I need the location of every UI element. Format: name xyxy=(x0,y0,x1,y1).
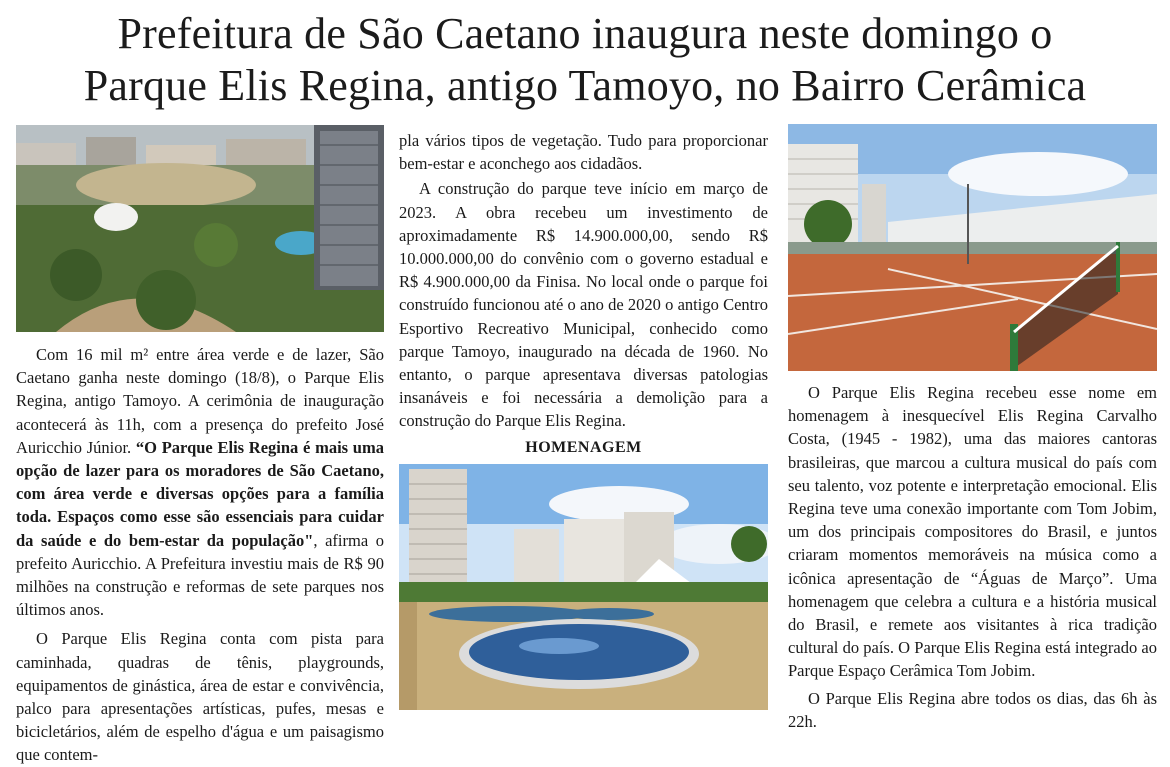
aerial-park-photo xyxy=(16,125,384,332)
mayor-quote: “O Parque Elis Regina é mais uma opção de lazer para os moradores de São Caetano, com área verde e diversas opções para a família toda. Espaços como esse são essenciais para cuidar da saúde e do bem-estar da população" xyxy=(16,437,384,550)
paragraph-homenagem: O Parque Elis Regina recebeu esse nome em homenagem à inesquecível Elis Regina Carvalho Costa, (1945 - 1982), uma das maiores cantoras brasileiras, que marcou a cultura musical do país com seu talento, voz potente e interpretação emocional. Elis Regina teve uma conexão importante com Tom Jobim, um dos principais compositores do Brasil, e juntos criaram momentos memoráveis na música como a icônica apresentação de “Águas de Março”. Uma homenagem que celebra a cultura e a história musical do Brasil, e remete aos visitantes à rica tradição cultural do país. O Parque Elis Regina está integrado ao Parque Espaço Cerâmica Tom Jobim. xyxy=(788,383,1157,681)
paragraph-construction: A construção do parque teve início em março de 2023. A obra recebeu um investimento de aproximadamente R$ 14.900.000,00, sendo R$ 10.000.000,00 do convênio com o governo estadual e R$ 4.900.000,00 da Finisa. No local onde o parque foi construído funcionou até o ano de 2020 o antigo Centro Esportivo Recreativo Municipal, conhecido como parque Tamoyo, inaugurado na década de 1960. No entanto, o parque apresentava diversas patologias insanáveis e foi necessária a demolição para a construção do Parque Elis Regina. xyxy=(399,179,768,431)
paragraph-facilities: O Parque Elis Regina conta com pista para caminhada, quadras de tênis, playgrounds, equipamentos de ginástica, área de estar e convivência, palco para apresentações artísticas, pufes, mesas e bicicletários, além de espelho d'água e um paisagismo que contem- xyxy=(16,629,384,765)
paragraph-continuation: pla vários tipos de vegetação. Tudo para proporcionar bem-estar e aconchego aos cidadãos. xyxy=(399,131,768,174)
column-1 xyxy=(16,343,384,767)
headline-line-2: Parque Elis Regina, antigo Tamoyo, no Bairro Cerâmica xyxy=(83,61,1087,110)
paragraph-intro: Com 16 mil m² entre área verde e de lazer, São Caetano ganha neste domingo (18/8), o Parque Elis Regina, antigo Tamoyo. A cerimônia de inauguração acontecerá às 11h, com a presença do prefeito José Auricchio Júnior. “O Parque Elis Regina é mais uma opção de lazer para os moradores de São Caetano, com área verde e diversas opções para a família toda. Espaços como esse são essenciais para cuidar da saúde e do bem-estar da população", afirma o prefeito Auricchio. A Prefeitura investiu mais de R$ 90 milhões na construção e reformas de sete parques nos últimos anos. xyxy=(16,345,384,620)
column-3 xyxy=(788,381,1157,733)
tennis-court-photo xyxy=(788,124,1157,371)
reflecting-pool-photo xyxy=(399,464,768,710)
section-heading-homenagem: HOMENAGEM xyxy=(525,438,642,456)
column-2 xyxy=(399,129,768,457)
paragraph-hours: O Parque Elis Regina abre todos os dias, das 6h às 22h. xyxy=(788,688,1157,731)
headline xyxy=(0,8,1170,112)
headline-line-1: Prefeitura de São Caetano inaugura neste domingo o xyxy=(117,9,1053,58)
